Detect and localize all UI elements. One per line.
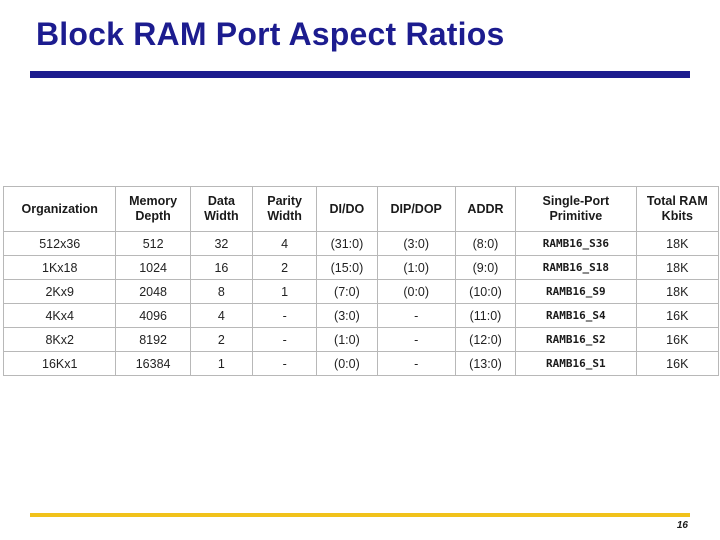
cell-data-width: 8 (190, 280, 252, 304)
cell-parity-width: - (253, 352, 317, 376)
cell-primitive: RAMB16_S4 (516, 304, 637, 328)
cell-organization: 8Kx2 (4, 328, 116, 352)
header-di-do: DI/DO (317, 187, 377, 232)
table-row (4, 328, 719, 352)
cell-memory-depth: 512 (116, 232, 190, 256)
slide-title: Block RAM Port Aspect Ratios (36, 16, 505, 52)
cell-data-width: 1 (190, 352, 252, 376)
cell-memory-depth: 1024 (116, 256, 190, 280)
cell-addr: (9:0) (455, 256, 515, 280)
title-divider (30, 71, 690, 78)
cell-memory-depth: 2048 (116, 280, 190, 304)
cell-organization: 512x36 (4, 232, 116, 256)
cell-organization: 1Kx18 (4, 256, 116, 280)
cell-memory-depth: 8192 (116, 328, 190, 352)
cell-parity-width: - (253, 328, 317, 352)
cell-data-width: 4 (190, 304, 252, 328)
table-row (4, 280, 719, 304)
cell-primitive: RAMB16_S18 (516, 256, 637, 280)
header-data-width: Data Width (190, 187, 252, 232)
aspect-ratio-table (3, 186, 719, 376)
cell-dip-dop: (0:0) (377, 280, 455, 304)
table-row (4, 304, 719, 328)
cell-dip-dop: - (377, 352, 455, 376)
cell-di-do: (3:0) (317, 304, 377, 328)
cell-total-kbits: 18K (636, 280, 718, 304)
cell-total-kbits: 16K (636, 304, 718, 328)
cell-primitive: RAMB16_S9 (516, 280, 637, 304)
table-row (4, 232, 719, 256)
cell-organization: 2Kx9 (4, 280, 116, 304)
cell-dip-dop: - (377, 328, 455, 352)
cell-total-kbits: 18K (636, 232, 718, 256)
cell-total-kbits: 18K (636, 256, 718, 280)
cell-primitive: RAMB16_S36 (516, 232, 637, 256)
cell-data-width: 16 (190, 256, 252, 280)
cell-parity-width: 1 (253, 280, 317, 304)
cell-parity-width: 2 (253, 256, 317, 280)
header-parity-width: Parity Width (253, 187, 317, 232)
cell-addr: (10:0) (455, 280, 515, 304)
cell-data-width: 2 (190, 328, 252, 352)
header-total-ram-kbits: Total RAM Kbits (636, 187, 718, 232)
cell-di-do: (1:0) (317, 328, 377, 352)
footer-divider (30, 513, 690, 517)
cell-dip-dop: (1:0) (377, 256, 455, 280)
cell-total-kbits: 16K (636, 352, 718, 376)
header-dip-dop: DIP/DOP (377, 187, 455, 232)
header-memory-depth: Memory Depth (116, 187, 190, 232)
cell-addr: (11:0) (455, 304, 515, 328)
cell-primitive: RAMB16_S1 (516, 352, 637, 376)
cell-organization: 16Kx1 (4, 352, 116, 376)
cell-total-kbits: 16K (636, 328, 718, 352)
cell-dip-dop: - (377, 304, 455, 328)
cell-addr: (8:0) (455, 232, 515, 256)
header-organization: Organization (4, 187, 116, 232)
cell-memory-depth: 4096 (116, 304, 190, 328)
cell-parity-width: 4 (253, 232, 317, 256)
table-header-row (4, 187, 719, 232)
cell-parity-width: - (253, 304, 317, 328)
cell-di-do: (15:0) (317, 256, 377, 280)
cell-di-do: (0:0) (317, 352, 377, 376)
cell-dip-dop: (3:0) (377, 232, 455, 256)
cell-di-do: (7:0) (317, 280, 377, 304)
cell-memory-depth: 16384 (116, 352, 190, 376)
table-row (4, 256, 719, 280)
cell-di-do: (31:0) (317, 232, 377, 256)
cell-primitive: RAMB16_S2 (516, 328, 637, 352)
cell-addr: (12:0) (455, 328, 515, 352)
table-row (4, 352, 719, 376)
page-number: 16 (676, 520, 688, 531)
header-addr: ADDR (455, 187, 515, 232)
cell-organization: 4Kx4 (4, 304, 116, 328)
header-single-port-primitive: Single-Port Primitive (516, 187, 637, 232)
cell-data-width: 32 (190, 232, 252, 256)
cell-addr: (13:0) (455, 352, 515, 376)
